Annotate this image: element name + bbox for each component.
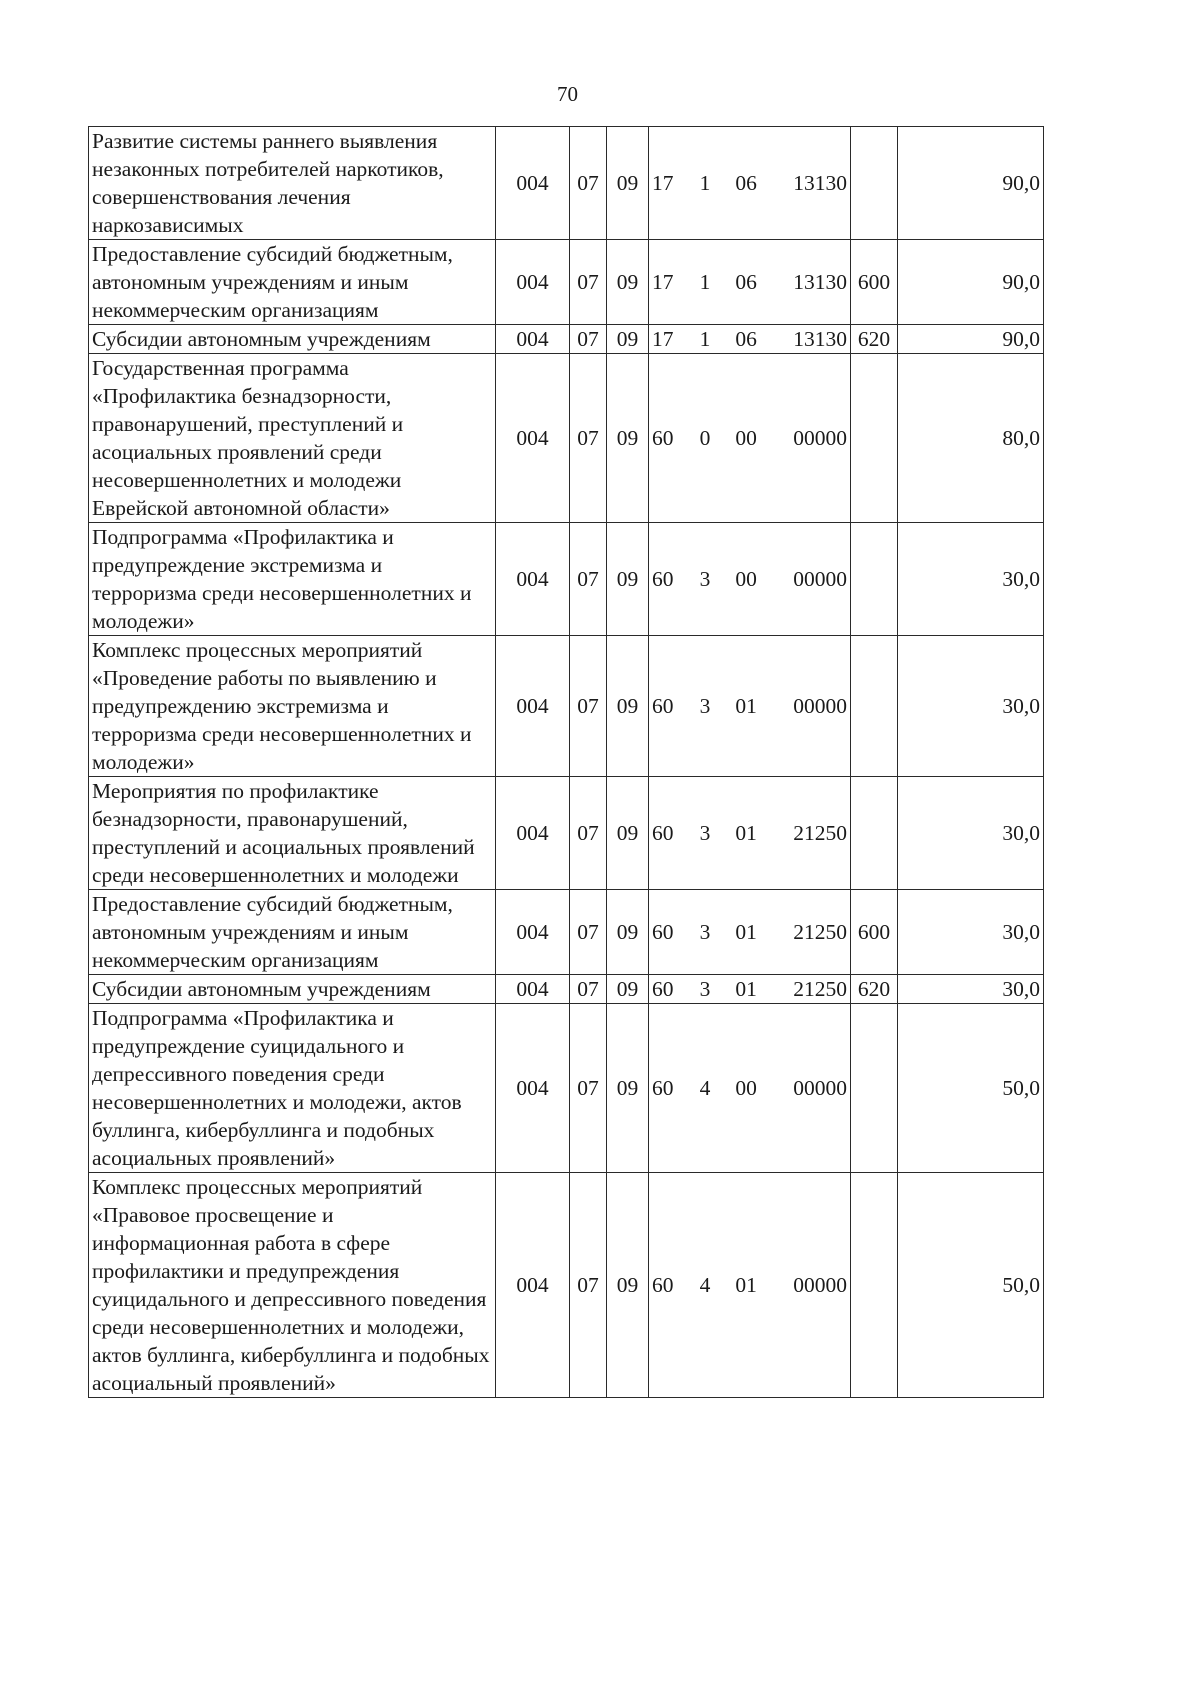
row-csr [649, 890, 851, 975]
row-vr [851, 523, 898, 636]
row-vr [851, 777, 898, 890]
csr-subprogram: 4 [699, 1273, 711, 1297]
csr-direction: 00000 [793, 694, 847, 718]
table-row [89, 240, 1044, 325]
csr-subprogram: 4 [699, 1076, 711, 1100]
row-rz: 07 [570, 523, 607, 636]
csr-direction: 00000 [793, 426, 847, 450]
row-ved: 004 [496, 240, 570, 325]
csr-program: 60 [652, 694, 674, 718]
csr-direction: 21250 [793, 821, 847, 845]
row-pr: 09 [607, 354, 649, 523]
row-rz: 07 [570, 890, 607, 975]
row-pr: 09 [607, 636, 649, 777]
table-row [89, 127, 1044, 240]
row-ved: 004 [496, 1004, 570, 1173]
row-name: Предоставление субсидий бюджетным, автономным учреждениям и иным некоммерческим организациям [89, 240, 496, 325]
row-pr: 09 [607, 1173, 649, 1398]
csr-direction: 00000 [793, 1273, 847, 1297]
row-ved: 004 [496, 890, 570, 975]
row-rz: 07 [570, 636, 607, 777]
csr-event: 01 [735, 977, 757, 1001]
csr-subprogram: 3 [699, 977, 711, 1001]
csr-program: 17 [652, 270, 674, 294]
row-name: Предоставление субсидий бюджетным, автономным учреждениям и иным некоммерческим организациям [89, 890, 496, 975]
row-vr: 600 [851, 240, 898, 325]
csr-direction: 00000 [793, 567, 847, 591]
row-pr: 09 [607, 325, 649, 354]
row-ved: 004 [496, 777, 570, 890]
csr-subprogram: 1 [699, 327, 711, 351]
csr-program: 60 [652, 977, 674, 1001]
row-vr [851, 1004, 898, 1173]
row-sum: 90,0 [898, 240, 1044, 325]
row-pr: 09 [607, 777, 649, 890]
row-sum: 30,0 [898, 523, 1044, 636]
row-sum: 80,0 [898, 354, 1044, 523]
csr-subprogram: 3 [699, 567, 711, 591]
row-vr [851, 354, 898, 523]
row-sum: 30,0 [898, 975, 1044, 1004]
csr-direction: 13130 [793, 270, 847, 294]
table-row [89, 777, 1044, 890]
csr-subprogram: 1 [699, 171, 711, 195]
table-row [89, 325, 1044, 354]
row-csr [649, 975, 851, 1004]
csr-event: 06 [735, 171, 757, 195]
row-ved: 004 [496, 523, 570, 636]
csr-event: 06 [735, 327, 757, 351]
row-csr [649, 127, 851, 240]
csr-subprogram: 1 [699, 270, 711, 294]
row-ved: 004 [496, 325, 570, 354]
row-vr: 620 [851, 975, 898, 1004]
table-row [89, 1173, 1044, 1398]
csr-direction: 13130 [793, 327, 847, 351]
row-ved: 004 [496, 636, 570, 777]
row-rz: 07 [570, 354, 607, 523]
csr-event: 00 [735, 567, 757, 591]
row-name: Мероприятия по профилактике безнадзорности, правонарушений, преступлений и асоциальных проявлений среди несовершеннолетних и молодежи [89, 777, 496, 890]
row-rz: 07 [570, 127, 607, 240]
row-rz: 07 [570, 1004, 607, 1173]
row-name: Государственная программа «Профилактика безнадзорности, правонарушений, преступлений и асоциальных проявлений среди несовершеннолетних и молодежи Еврейской автономной области» [89, 354, 496, 523]
row-vr [851, 127, 898, 240]
row-sum: 50,0 [898, 1173, 1044, 1398]
row-rz: 07 [570, 325, 607, 354]
row-rz: 07 [570, 240, 607, 325]
csr-program: 60 [652, 1076, 674, 1100]
row-vr [851, 1173, 898, 1398]
row-rz: 07 [570, 777, 607, 890]
table-row [89, 1004, 1044, 1173]
table-row [89, 354, 1044, 523]
row-csr [649, 354, 851, 523]
row-name: Развитие системы раннего выявления незаконных потребителей наркотиков, совершенствования лечения наркозависимых [89, 127, 496, 240]
row-csr [649, 1004, 851, 1173]
csr-subprogram: 3 [699, 821, 711, 845]
csr-direction: 00000 [793, 1076, 847, 1100]
row-rz: 07 [570, 1173, 607, 1398]
row-name: Комплекс процессных мероприятий «Проведение работы по выявлению и предупреждению экстремизма и терроризма среди несовершеннолетних и молодежи» [89, 636, 496, 777]
csr-event: 01 [735, 821, 757, 845]
csr-program: 17 [652, 327, 674, 351]
csr-event: 00 [735, 426, 757, 450]
row-name: Субсидии автономным учреждениям [89, 325, 496, 354]
row-name: Подпрограмма «Профилактика и предупреждение экстремизма и терроризма среди несовершеннолетних и молодежи» [89, 523, 496, 636]
csr-event: 01 [735, 1273, 757, 1297]
row-name: Субсидии автономным учреждениям [89, 975, 496, 1004]
csr-direction: 21250 [793, 920, 847, 944]
row-ved: 004 [496, 127, 570, 240]
csr-subprogram: 3 [699, 920, 711, 944]
row-csr [649, 325, 851, 354]
csr-program: 60 [652, 426, 674, 450]
table-body [89, 127, 1044, 1398]
table-row [89, 975, 1044, 1004]
csr-subprogram: 3 [699, 694, 711, 718]
csr-event: 00 [735, 1076, 757, 1100]
row-pr: 09 [607, 975, 649, 1004]
csr-event: 01 [735, 694, 757, 718]
row-name: Подпрограмма «Профилактика и предупреждение суицидального и депрессивного поведения среди несовершеннолетних и молодежи, актов буллинга, кибербуллинга и подобных асоциальных проявлений» [89, 1004, 496, 1173]
budget-table [88, 126, 1044, 1398]
row-vr: 600 [851, 890, 898, 975]
table-row [89, 636, 1044, 777]
csr-subprogram: 0 [699, 426, 711, 450]
row-pr: 09 [607, 523, 649, 636]
csr-direction: 13130 [793, 171, 847, 195]
row-sum: 30,0 [898, 636, 1044, 777]
row-pr: 09 [607, 1004, 649, 1173]
table-row [89, 890, 1044, 975]
row-sum: 30,0 [898, 777, 1044, 890]
row-ved: 004 [496, 1173, 570, 1398]
row-csr [649, 1173, 851, 1398]
table-row [89, 523, 1044, 636]
row-csr [649, 636, 851, 777]
row-sum: 90,0 [898, 127, 1044, 240]
row-pr: 09 [607, 890, 649, 975]
row-pr: 09 [607, 127, 649, 240]
csr-program: 60 [652, 821, 674, 845]
csr-program: 60 [652, 1273, 674, 1297]
csr-event: 06 [735, 270, 757, 294]
row-csr [649, 523, 851, 636]
row-ved: 004 [496, 975, 570, 1004]
csr-program: 60 [652, 920, 674, 944]
row-rz: 07 [570, 975, 607, 1004]
row-sum: 50,0 [898, 1004, 1044, 1173]
row-sum: 30,0 [898, 890, 1044, 975]
row-name: Комплекс процессных мероприятий «Правовое просвещение и информационная работа в сфере профилактики и предупреждения суицидального и депрессивного поведения среди несовершеннолетних и молодежи, актов буллинга, кибербуллинга и подобных асоциальный проявлений» [89, 1173, 496, 1398]
row-csr [649, 240, 851, 325]
row-vr [851, 636, 898, 777]
row-csr [649, 777, 851, 890]
row-sum: 90,0 [898, 325, 1044, 354]
row-ved: 004 [496, 354, 570, 523]
row-vr: 620 [851, 325, 898, 354]
csr-program: 17 [652, 171, 674, 195]
row-pr: 09 [607, 240, 649, 325]
csr-program: 60 [652, 567, 674, 591]
csr-event: 01 [735, 920, 757, 944]
page-number: 70 [557, 82, 578, 106]
csr-direction: 21250 [793, 977, 847, 1001]
